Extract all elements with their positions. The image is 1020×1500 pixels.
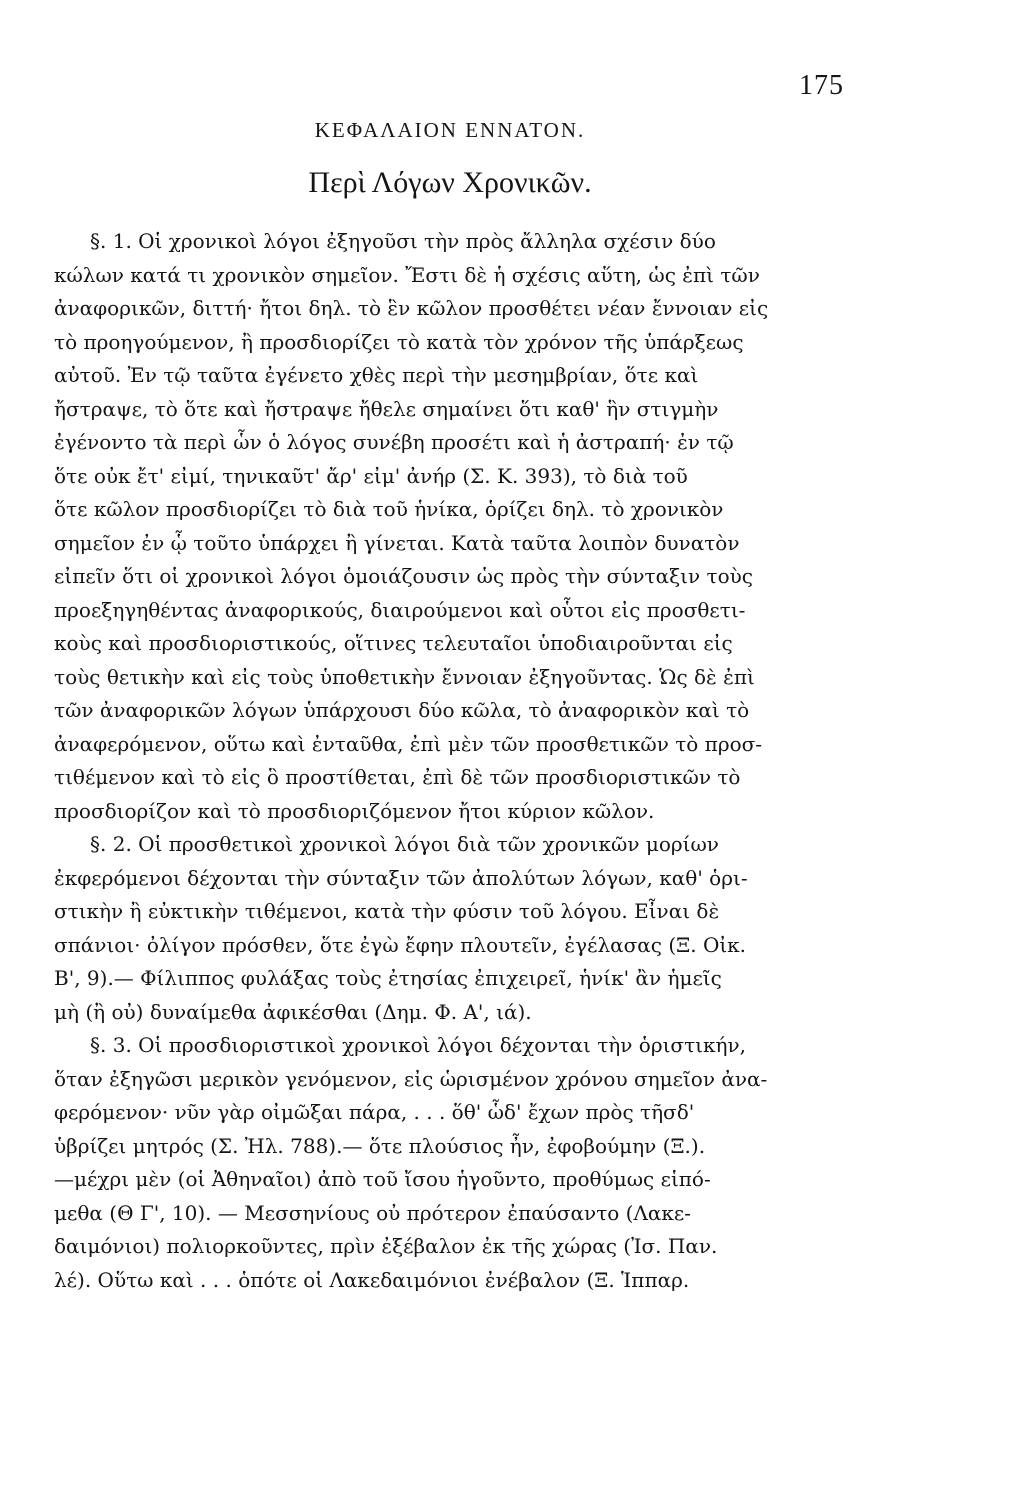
- text-line: τῶν ἀναφορικῶν λόγων ὑπάρχουσι δύο κῶλα, τὸ ἀναφορικὸν καὶ τὸ: [54, 698, 750, 722]
- paragraph-1: [54, 225, 844, 828]
- text-line: §. 2. Οἱ προσθετικοὶ χρονικοὶ λόγοι διὰ τῶν χρονικῶν μορίων: [90, 832, 719, 856]
- text-line: προσδιορίζον καὶ τὸ προσδιοριζόμενον ἤτοι κύριον κῶλον.: [54, 798, 655, 823]
- page-number: 175: [799, 70, 844, 101]
- section-title: Περὶ Λόγων Χρονικῶν.: [308, 166, 592, 199]
- text-line: σημεῖον ἐν ᾧ τοῦτο ὑπάρχει ἢ γίνεται. Κατὰ ταῦτα λοιπὸν δυνατὸν: [54, 530, 740, 555]
- text-line: ἤστραψε, τὸ ὅτε καὶ ἤστραψε ἤθελε σημαίνει ὅτι καθ' ἣν στιγμὴν: [54, 396, 719, 421]
- text-line: ἐκφερόμενοι δέχονται τὴν σύνταξιν τῶν ἀπολύτων λόγων, καθ' ὁρι-: [54, 865, 748, 890]
- chapter-heading: ΚΕΦΑΛΑΙΟΝ ΕΝΝΑΤΟΝ.: [314, 118, 586, 142]
- text-line: ὅταν ἐξηγῶσι μερικὸν γενόμενον, εἰς ὡρισμένον χρόνου σημεῖον ἀνα-: [54, 1066, 768, 1091]
- text-line: λέ). Οὕτω καὶ . . . ὁπότε οἱ Λακεδαιμόνιοι ἐνέβαλον (Ξ. Ἱππαρ.: [54, 1267, 690, 1292]
- text-line: φερόμενον· νῦν γὰρ οἰμῶξαι πάρα, . . . ὅθ' ὧδ' ἔχων πρὸς τῆσδ': [54, 1100, 695, 1124]
- text-line: δαιμόνιοι) πολιορκοῦντες, πρὶν ἐξέβαλον ἐκ τῆς χώρας (Ἰσ. Παν.: [54, 1234, 718, 1258]
- text-line: ἐγένοντο τὰ περὶ ὧν ὁ λόγος συνέβη προσέτι καὶ ἡ ἀστραπή· ἐν τῷ: [54, 430, 734, 454]
- text-line: ὅτε οὐκ ἔτ' εἰμί, τηνικαῦτ' ἄρ' εἰμ' ἀνήρ (Σ. Κ. 393), τὸ διὰ τοῦ: [54, 463, 688, 488]
- text-line: —μέχρι μὲν (οἱ Ἀθηναῖοι) ἀπὸ τοῦ ἴσου ἡγοῦντο, προθύμως εἱπό-: [54, 1167, 711, 1191]
- text-line: κώλων κατά τι χρονικὸν σημεῖον. Ἔστι δὲ ἡ σχέσις αὕτη, ὡς ἐπὶ τῶν: [54, 262, 760, 287]
- text-line: Β', 9).— Φίλιππος φυλάξας τοὺς ἐτησίας ἐπιχειρεῖ, ἡνίκ' ἂν ἡμεῖς: [54, 966, 722, 990]
- text-line: ἀναφορικῶν, διττή· ἤτοι δηλ. τὸ ἓν κῶλον προσθέτει νέαν ἔννοιαν εἰς: [54, 296, 769, 320]
- text-line: αὐτοῦ. Ἐν τῷ ταῦτα ἐγένετο χθὲς περὶ τὴν μεσημβρίαν, ὅτε καὶ: [54, 363, 699, 387]
- text-line: §. 3. Οἱ προσδιοριστικοὶ χρονικοὶ λόγοι δέχονται τὴν ὁριστικήν,: [90, 1033, 746, 1057]
- text-line: τοὺς θετικὴν καὶ εἰς τοὺς ὑποθετικὴν ἔννοιαν ἐξηγοῦντας. Ὡς δὲ ἐπὶ: [54, 664, 755, 689]
- text-line: ὑβρίζει μητρός (Σ. Ἠλ. 788).— ὅτε πλούσιος ἦν, ἐφοβούμην (Ξ.).: [54, 1133, 706, 1158]
- text-line: ὅτε κῶλον προσδιορίζει τὸ διὰ τοῦ ἡνίκα, ὁρίζει δηλ. τὸ χρονικὸν: [54, 497, 724, 521]
- paragraph-3: [54, 1029, 844, 1297]
- text-line: ἀναφερόμενον, οὕτω καὶ ἐνταῦθα, ἐπὶ μὲν τῶν προσθετικῶν τὸ προσ-: [54, 731, 763, 756]
- text-line: μὴ (ἢ οὐ) δυναίμεθα ἀφικέσθαι (Δημ. Φ. Α', ιά).: [54, 999, 532, 1024]
- body-text: [54, 225, 844, 1297]
- text-line: τὸ προηγούμενον, ἢ προσδιορίζει τὸ κατὰ τὸν χρόνον τῆς ὑπάρξεως: [54, 329, 744, 354]
- paragraph-2: [54, 828, 844, 1029]
- text-line: §. 1. Οἱ χρονικοὶ λόγοι ἐξηγοῦσι τὴν πρὸς ἄλληλα σχέσιν δύο: [90, 229, 716, 253]
- text-line: στικὴν ἢ εὐκτικὴν τιθέμενοι, κατὰ τὴν φύσιν τοῦ λόγου. Εἶναι δὲ: [54, 899, 720, 923]
- text-line: εἰπεῖν ὅτι οἱ χρονικοὶ λόγοι ὁμοιάζουσιν ὡς πρὸς τὴν σύνταξιν τοὺς: [54, 564, 753, 588]
- text-line: τιθέμενον καὶ τὸ εἰς ὃ προστίθεται, ἐπὶ δὲ τῶν προσδιοριστικῶν τὸ: [54, 765, 741, 789]
- text-line: σπάνιοι· ὀλίγον πρόσθεν, ὅτε ἐγὼ ἔφην πλουτεῖν, ἐγέλασας (Ξ. Οἰκ.: [54, 932, 747, 957]
- text-line: μεθα (Θ Γ', 10). — Μεσσηνίους οὐ πρότερον ἐπαύσαντο (Λακε-: [54, 1200, 692, 1225]
- text-line: προεξηγηθέντας ἀναφορικούς, διαιρούμενοι καὶ οὗτοι εἰς προσθετι-: [54, 597, 746, 622]
- text-line: κοὺς καὶ προσδιοριστικούς, οἵτινες τελευταῖοι ὑποδιαιροῦνται εἰς: [54, 631, 733, 655]
